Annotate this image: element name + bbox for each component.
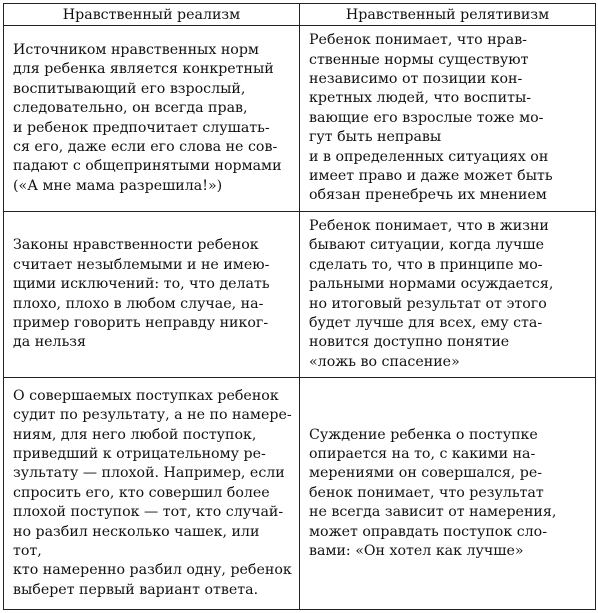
cell-realism-source-of-norms: Источником нравственных норм для ребенка является конкретный воспитывающий его взрослый, следовательно, он всегда прав, и ребенок предпочитает слушать- ся его, даже если его слова не сов- падают с общепринятыми нормами («А мне мама разрешила!») <box>4 26 300 212</box>
header-moral-relativism: Нравственный релятивизм <box>300 4 596 26</box>
header-row <box>4 4 596 26</box>
header-moral-realism: Нравственный реализм <box>4 4 300 26</box>
comparison-table <box>3 3 596 610</box>
cell-realism-laws: Законы нравственности ребенок считает незыблемыми и не имею- щими исключений: то, что делать плохо, плохо в любом случае, на- пример говорить неправду никог- да нельзя <box>4 212 300 378</box>
table-row <box>4 378 596 610</box>
table-body <box>4 26 596 610</box>
table-row <box>4 212 596 378</box>
table-header <box>4 4 596 26</box>
cell-relativism-source-of-norms: Ребенок понимает, что нрав- ственные нормы существуют независимо от позиции кон- кретных людей, что воспиты- вающие его взрослые тоже мо- гут быть неправы и в определенных ситуациях он имеет право и даже может быть обязан пренебречь их мнением <box>300 26 596 212</box>
cell-relativism-judgement: Суждение ребенка о поступке опирается на то, с какими на- мерениями он совершался, ре- бенок понимает, что результат не всегда зависит от намерения, может оправдать поступок сло- вами: «Он хотел как лучше» <box>300 378 596 610</box>
cell-realism-judgement: О совершаемых поступках ребенок судит по результату, а не по намере- ниям, для него любой поступок, приведший к отрицательному ре- зультату — плохой. Например, если спросить его, кто совершил более плохой поступок — тот, кто случай- но разбил несколько чашек, или тот, кто намеренно разбил одну, ребенок выберет первый вариант ответа. <box>4 378 300 610</box>
cell-relativism-laws: Ребенок понимает, что в жизни бывают ситуации, когда лучше сделать то, что в принципе мо- ральными нормами осуждается, но итоговый результат от этого будет лучше для всех, ему ста- новится доступно понятие «ложь во спасение» <box>300 212 596 378</box>
table-row <box>4 26 596 212</box>
